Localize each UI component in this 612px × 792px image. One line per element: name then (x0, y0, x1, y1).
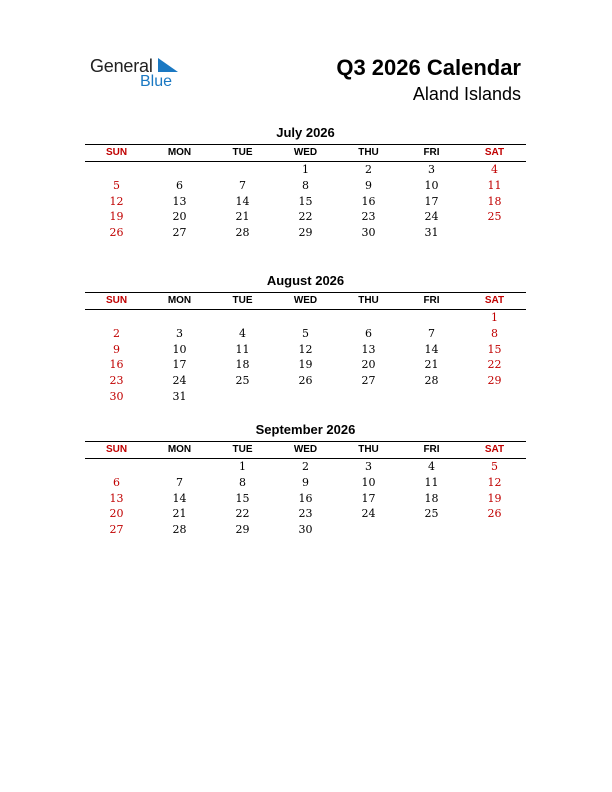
day-cell: 27 (172, 226, 187, 240)
page-title: Q3 2026 Calendar (336, 55, 521, 80)
day-cell: 20 (172, 210, 187, 224)
day-cell: 26 (298, 374, 313, 388)
week-row (85, 209, 526, 225)
day-cell: 9 (365, 178, 372, 192)
day-cell: 11 (235, 342, 250, 356)
day-cell: 15 (298, 194, 313, 208)
month-name: September 2026 (255, 422, 356, 437)
day-cell: 13 (172, 194, 187, 208)
day-cell: 29 (298, 226, 313, 240)
weekday-label: FRI (423, 147, 440, 158)
day-cell: 11 (424, 475, 439, 489)
generalblue-logo (90, 56, 190, 96)
day-cell (463, 389, 526, 405)
day-cell: 27 (361, 374, 376, 388)
day-cell: 25 (235, 374, 250, 388)
day-cell: 1 (239, 460, 246, 473)
day-cell: 12 (109, 194, 124, 208)
day-cell: 24 (172, 374, 187, 388)
day-cell (400, 522, 463, 538)
month-name: August 2026 (266, 273, 345, 288)
day-cell: 11 (487, 178, 502, 192)
day-cell: 18 (424, 491, 439, 505)
day-cell: 3 (365, 460, 372, 473)
day-cell: 16 (298, 491, 313, 505)
weekday-label: TUE (232, 444, 253, 455)
week-row (85, 373, 526, 389)
week-row (85, 326, 526, 342)
day-cell: 19 (487, 491, 502, 505)
day-cell: 7 (239, 178, 246, 192)
day-cell: 28 (172, 523, 187, 537)
weekday-label: MON (167, 295, 192, 306)
weeks-grid (85, 162, 526, 241)
weekday-label: WED (293, 147, 318, 158)
day-cell: 7 (428, 326, 435, 340)
day-cell: 1 (302, 163, 309, 176)
day-cell: 16 (109, 358, 124, 372)
day-cell: 4 (491, 163, 498, 176)
day-cell: 28 (235, 226, 250, 240)
day-cell: 12 (487, 475, 502, 489)
page-subtitle: Aland Islands (412, 84, 521, 104)
day-cell: 28 (424, 374, 439, 388)
day-cell: 23 (109, 374, 124, 388)
day-cell: 19 (109, 210, 124, 224)
day-cell: 6 (113, 475, 120, 489)
day-cell (85, 459, 148, 475)
week-row (85, 342, 526, 358)
day-cell (463, 522, 526, 538)
day-cell (148, 162, 211, 178)
logo-flag-icon (158, 58, 178, 72)
weekday-header (85, 441, 526, 459)
week-row (85, 357, 526, 373)
weekday-label: WED (293, 295, 318, 306)
weekday-header (85, 292, 526, 310)
day-cell: 31 (172, 389, 187, 403)
day-cell: 21 (424, 358, 439, 372)
weekday-header (85, 144, 526, 162)
day-cell: 14 (172, 491, 187, 505)
week-row (85, 310, 526, 326)
day-cell: 25 (424, 507, 439, 521)
day-cell: 9 (302, 475, 309, 489)
weekday-label: SUN (105, 295, 128, 306)
day-cell: 20 (361, 358, 376, 372)
day-cell: 16 (361, 194, 376, 208)
day-cell: 22 (298, 210, 313, 224)
weeks-grid (85, 310, 526, 405)
day-cell (274, 310, 337, 326)
day-cell: 15 (235, 491, 250, 505)
day-cell: 8 (239, 475, 246, 489)
day-cell: 17 (172, 358, 187, 372)
day-cell: 21 (235, 210, 250, 224)
month-name: July 2026 (276, 125, 335, 140)
weekday-label: MON (167, 444, 192, 455)
day-cell: 15 (487, 342, 502, 356)
day-cell (148, 459, 211, 475)
day-cell: 30 (298, 523, 313, 537)
day-cell: 1 (491, 311, 498, 324)
day-cell: 20 (109, 507, 124, 521)
weekday-label: SAT (484, 444, 505, 455)
day-cell: 4 (428, 460, 435, 473)
day-cell: 5 (491, 460, 498, 473)
day-cell: 5 (113, 178, 120, 192)
day-cell: 24 (424, 210, 439, 224)
day-cell: 19 (298, 358, 313, 372)
day-cell (337, 389, 400, 405)
day-cell: 30 (109, 389, 124, 403)
day-cell (211, 389, 274, 405)
day-cell (148, 310, 211, 326)
weekday-label: FRI (423, 295, 440, 306)
week-row (85, 506, 526, 522)
day-cell: 17 (424, 194, 439, 208)
weekday-label: TUE (232, 147, 253, 158)
day-cell: 10 (172, 342, 187, 356)
day-cell: 21 (172, 507, 187, 521)
day-cell (337, 522, 400, 538)
day-cell: 3 (176, 326, 183, 340)
day-cell: 18 (487, 194, 502, 208)
weekday-label: SAT (484, 147, 505, 158)
week-row (85, 459, 526, 475)
day-cell: 30 (361, 226, 376, 240)
day-cell: 2 (365, 163, 372, 176)
weekday-label: FRI (423, 444, 440, 455)
day-cell: 13 (361, 342, 376, 356)
week-row (85, 389, 526, 405)
day-cell: 8 (491, 326, 498, 340)
day-cell (211, 310, 274, 326)
day-cell: 25 (487, 210, 502, 224)
day-cell (337, 310, 400, 326)
day-cell (463, 225, 526, 241)
day-cell: 2 (302, 460, 309, 473)
week-row (85, 475, 526, 491)
day-cell: 6 (365, 326, 372, 340)
day-cell (400, 389, 463, 405)
week-row (85, 522, 526, 538)
weekday-label: THU (358, 295, 379, 306)
day-cell: 24 (361, 507, 376, 521)
day-cell: 4 (239, 326, 246, 340)
day-cell (274, 389, 337, 405)
weekday-label: THU (358, 147, 379, 158)
day-cell: 3 (428, 163, 435, 176)
day-cell: 26 (109, 226, 124, 240)
day-cell: 22 (235, 507, 250, 521)
day-cell: 23 (361, 210, 376, 224)
day-cell: 9 (113, 342, 120, 356)
logo-word-general: General (90, 56, 153, 76)
day-cell (85, 310, 148, 326)
day-cell: 23 (298, 507, 313, 521)
week-row (85, 162, 526, 178)
day-cell: 14 (424, 342, 439, 356)
day-cell: 10 (424, 178, 439, 192)
day-cell: 26 (487, 507, 502, 521)
weekday-label: SUN (105, 147, 128, 158)
day-cell: 6 (176, 178, 183, 192)
day-cell: 5 (302, 326, 309, 340)
day-cell: 12 (298, 342, 313, 356)
day-cell: 14 (235, 194, 250, 208)
day-cell: 10 (361, 475, 376, 489)
day-cell: 8 (302, 178, 309, 192)
weekday-label: SUN (105, 444, 128, 455)
day-cell (211, 162, 274, 178)
day-cell (85, 162, 148, 178)
day-cell (400, 310, 463, 326)
weekday-label: TUE (232, 295, 253, 306)
weekday-label: MON (167, 147, 192, 158)
day-cell: 29 (487, 374, 502, 388)
logo-word-blue: Blue (140, 73, 173, 90)
weekday-label: SAT (484, 295, 505, 306)
day-cell: 27 (109, 523, 124, 537)
day-cell: 18 (235, 358, 250, 372)
day-cell: 17 (361, 491, 376, 505)
day-cell: 22 (487, 358, 502, 372)
day-cell: 7 (176, 475, 183, 489)
weekday-label: THU (358, 444, 379, 455)
week-row (85, 194, 526, 210)
day-cell: 31 (424, 226, 439, 240)
day-cell: 13 (109, 491, 124, 505)
week-row (85, 491, 526, 507)
weeks-grid (85, 459, 526, 538)
day-cell: 2 (113, 326, 120, 340)
week-row (85, 225, 526, 241)
weekday-label: WED (293, 444, 318, 455)
week-row (85, 178, 526, 194)
day-cell: 29 (235, 523, 250, 537)
